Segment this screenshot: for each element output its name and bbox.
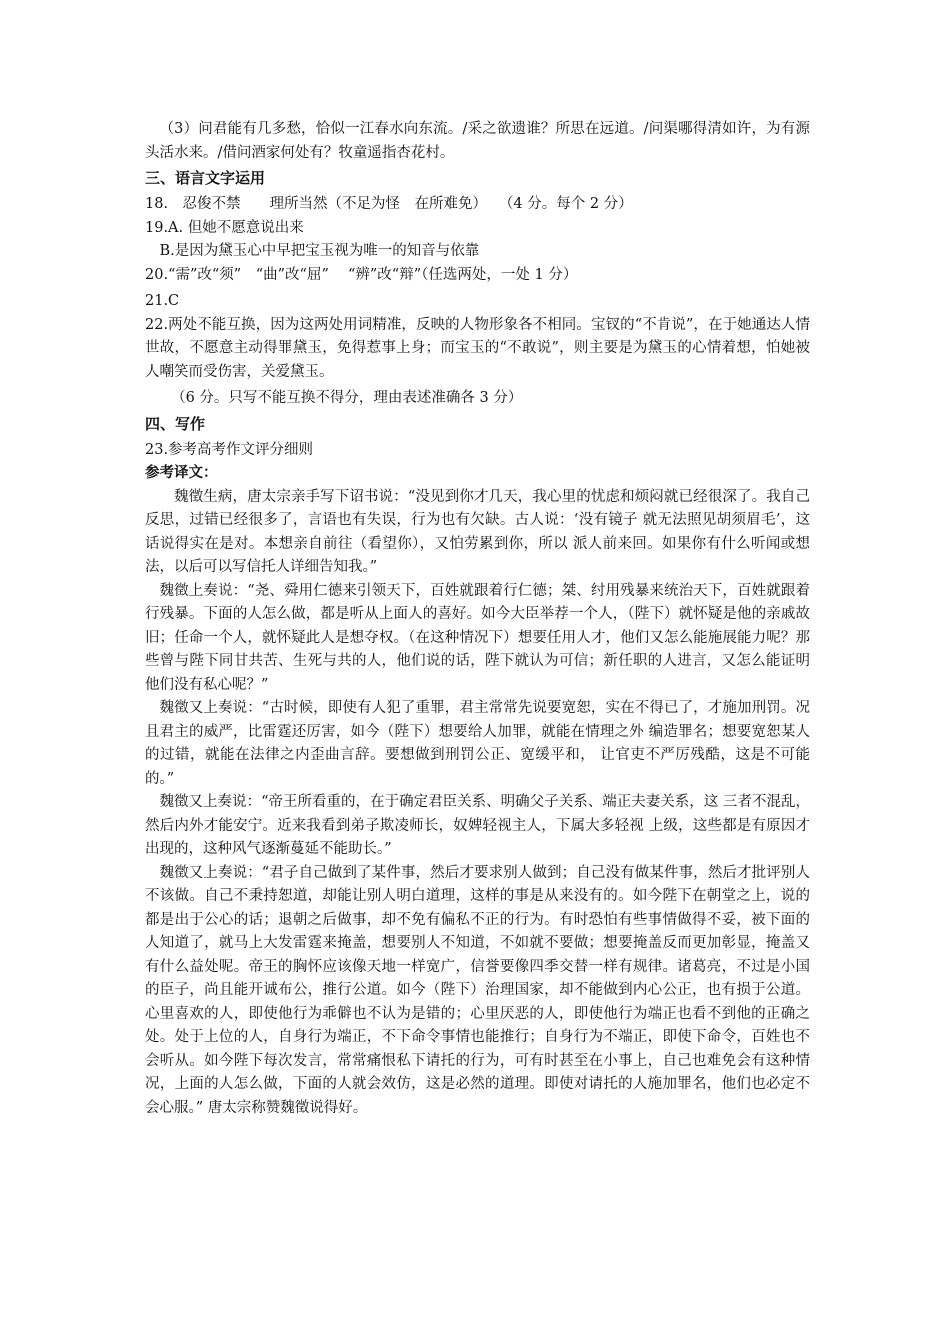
answer-q19b: B.是因为黛玉心中早把宝玉视为唯一的知音与依靠 <box>159 243 480 259</box>
answer-q22-note: （6 分。只写不能互换不得分，理由表述准确各 3 分） <box>171 390 523 406</box>
answer-q20: 20.“需”改“须” “曲”改“屈” “辨”改“辩”（任选两处，一处 1 分） <box>145 266 578 283</box>
answer-q18: 18. 忍俊不禁 理所当然（不足为怪 在所难免） （4 分。每个 2 分） <box>145 196 633 212</box>
reference-translation-title: 参考译文： <box>145 465 218 481</box>
translation-paragraph-3: 魏徵又上奏说：“古时候，即使有人犯了重罪，君主常常先说要宽恕，实在不得已了，才施加刑罚。况且君主的威严，比雷霆还厉害，如今（陛下）想要给人加罪，就能在情理之外 编造罪名；想要宽恕某人的过错，就能在法律之内歪曲言辞。要想做到刑罚公正、宽缓平和， 让官吏不严厉残酷，这是不可能的。” <box>145 700 810 787</box>
answer-q19a: 19.A. 但她不愿意说出来 <box>145 219 304 236</box>
section-heading-4: 四、写作 <box>145 414 206 433</box>
translation-paragraph-5: 魏徵又上奏说：“君子自己做到了某件事，然后才要求别人做到；自己没有做某件事，然后才批评别人不该做。自己不秉持恕道，却能让别人明白道理，这样的事是从来没有的。如今陛下在朝堂之上，说的都是出于公心的话；退朝之后做事，却不免有偏私不正的行为。有时恐怕有些事情做得不妥，被下面的人知道了，就马上大发雷霆来掩盖，想要别人不知道，不如就不要做；想要掩盖反而更加彰显，掩盖又有什么益处呢。帝王的胸怀应该像天地一样宽广，信誉要像四季交替一样有规律。诸葛亮，不过是小国的臣子，尚且能开诚布公，推行公道。如今（陛下）治理国家，却不能做到内心公正，也有损于公道。心里喜欢的人，即使他行为乖僻也不认为是错的；心里厌恶的人，即使他行为端正也看不到他的正确之处。处于上位的人，自身行为端正，不下命令事情也能推行；自身行为不端正，即使下命令，百姓也不会听从。如今陛下每次发言，常常痛恨私下请托的行为，可有时甚至在小事上，自己也难免会有这种情况，上面的人怎么做，下面的人就会效仿，这是必然的道理。即使对请托的人施加罪名，他们也必定不会心服。” 唐太宗称赞魏徵说得好。 <box>145 864 810 1116</box>
translation-paragraph-2: 魏徵上奏说：“尧、舜用仁德来引领天下，百姓就跟着行仁德；桀、纣用残暴来统治天下，百姓就跟着行残暴。下面的人怎么做，都是听从上面人的喜好。如今大臣举荐一个人，（陛下）就怀疑是他的亲戚故旧；任命一个人，就怀疑此人是想夺权。（在这种情况下）想要任用人才，他们又怎么能施展能力呢？那些曾与陛下同甘共苦、生死与共的人，他们说的话，陛下就认为可信；新任职的人进言，又怎么能证明他们没有私心呢？” <box>145 582 810 693</box>
answer-q3: （3）问君能有几多愁，恰似一江春水向东流。/采之欲遗谁？所思在远道。/问渠哪得清如许，为有源头活水来。/借问酒家何处有？牧童遥指杏花村。 <box>145 121 810 161</box>
translation-paragraph-4: 魏徵又上奏说：“帝王所看重的，在于确定君臣关系、明确父子关系、端正夫妻关系，这 三者不混乱，然后内外才能安宁。近来我看到弟子欺凌师长，奴婢轻视主人，下属大多轻视 上级，这些都是有原因才出现的，这种风气逐渐蔓延不能助长。” <box>145 794 810 857</box>
section-heading-3: 三、语言文字运用 <box>145 169 266 187</box>
translation-paragraph-1: 魏徵生病，唐太宗亲手写下诏书说：“没见到你才几天，我心里的忧虑和烦闷就已经很深了。我自己反思，过错已经很多了，言语也有失误，行为也有欠缺。古人说：‘没有镜子 就无法照见胡须眉毛’，这话说得实在是对。本想亲自前往（看望你），又怕劳累到你，所以 派人前来回。如果你有什么听闻或想法，以后可以写信托人详细告知我。” <box>145 488 810 575</box>
answer-q23: 23.参考高考作文评分细则 <box>145 441 314 458</box>
answer-q21: 21.C <box>145 293 180 309</box>
answer-q22: 22.两处不能互换，因为这两处用词精准，反映的人物形象各不相同。宝钗的“不肯说”，在于她通达人情世故，不愿意主动得罪黛玉，免得惹事上身；而宝玉的“不敢说”，则主要是为黛玉的心情着想，怕她被人嘲笑而受伤害，关爱黛玉。 <box>145 316 810 380</box>
answer-content <box>145 118 810 1120</box>
